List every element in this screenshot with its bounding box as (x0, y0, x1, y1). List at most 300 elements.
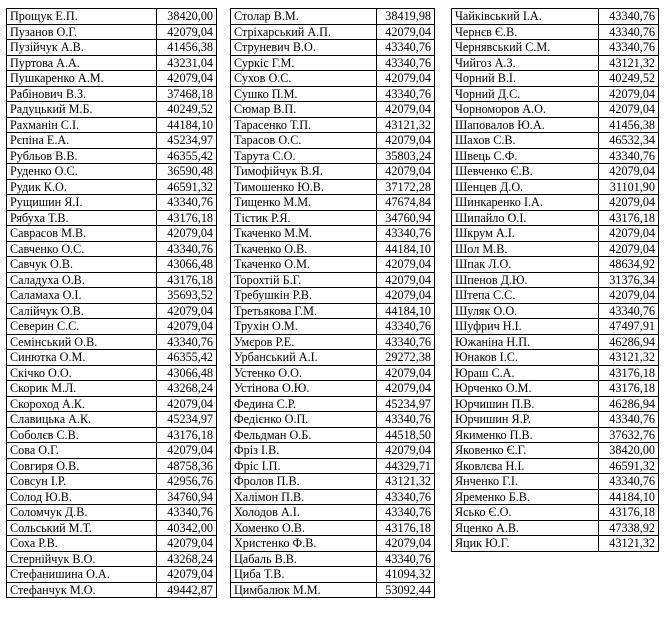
amount-cell: 43340,76 (377, 86, 435, 102)
table-body (452, 9, 659, 552)
amount-cell: 43176,18 (157, 427, 217, 443)
table-row (231, 257, 435, 273)
table-row (452, 350, 659, 366)
amount-cell: 48634,92 (599, 257, 659, 273)
amount-cell: 42079,04 (377, 365, 435, 381)
person-name-cell: Саладуха О.В. (7, 272, 157, 288)
table-row (7, 24, 217, 40)
table-row (231, 24, 435, 40)
person-name-cell: Чернєв Є.В. (452, 24, 599, 40)
table-row (7, 489, 217, 505)
amount-cell: 43340,76 (599, 474, 659, 490)
person-name-cell: Рабінович В.З. (7, 86, 157, 102)
person-name-cell: Чайківський І.А. (452, 9, 599, 25)
amount-cell: 29272,38 (377, 350, 435, 366)
amount-cell: 38419,98 (377, 9, 435, 25)
amount-cell: 42079,04 (157, 567, 217, 583)
amount-cell: 38420,00 (599, 443, 659, 459)
person-name-cell: Солод Ю.В. (7, 489, 157, 505)
person-name-cell: Струневич В.О. (231, 40, 377, 56)
table-row (231, 55, 435, 71)
table-row (452, 365, 659, 381)
person-name-cell: Устінова О.Ю. (231, 381, 377, 397)
person-name-cell: Тарасенко Т.П. (231, 117, 377, 133)
table-row (7, 164, 217, 180)
table-row (231, 443, 435, 459)
amount-cell: 34760,94 (157, 489, 217, 505)
table-row (231, 9, 435, 25)
table-row (231, 117, 435, 133)
amount-cell: 43340,76 (377, 226, 435, 242)
person-name-cell: Юрчишин Я.Р. (452, 412, 599, 428)
table-row (7, 86, 217, 102)
person-name-cell: Урбанський А.І. (231, 350, 377, 366)
table-row (452, 55, 659, 71)
table-row (7, 396, 217, 412)
person-name-cell: Торохтій Б.Г. (231, 272, 377, 288)
amount-cell: 43340,76 (599, 412, 659, 428)
amount-cell: 43176,18 (599, 365, 659, 381)
person-name-cell: Цимбалюк М.М. (231, 582, 377, 598)
table-row (452, 117, 659, 133)
table-row (452, 412, 659, 428)
person-name-cell: Шевченко Є.В. (452, 164, 599, 180)
person-name-cell: Столар В.М. (231, 9, 377, 25)
person-name-cell: Стефанчук М.О. (7, 582, 157, 598)
table-row (231, 179, 435, 195)
salary-table-column-1 (6, 8, 217, 598)
person-name-cell: Юнаков І.С. (452, 350, 599, 366)
amount-cell: 44518,50 (377, 427, 435, 443)
person-name-cell: Штепа С.С. (452, 288, 599, 304)
person-name-cell: Ясько Є.О. (452, 505, 599, 521)
person-name-cell: Рудик К.О. (7, 179, 157, 195)
person-name-cell: Швець С.Ф. (452, 148, 599, 164)
amount-cell: 42079,04 (157, 396, 217, 412)
amount-cell: 43121,32 (599, 55, 659, 71)
person-name-cell: Чернявський С.М. (452, 40, 599, 56)
amount-cell: 41456,38 (157, 40, 217, 56)
person-name-cell: Сюмар В.П. (231, 102, 377, 118)
table-row (7, 288, 217, 304)
table-row (452, 210, 659, 226)
person-name-cell: Ткаченко О.М. (231, 257, 377, 273)
amount-cell: 42079,04 (599, 195, 659, 211)
table-row (231, 319, 435, 335)
table-row (7, 257, 217, 273)
person-name-cell: Совсун І.Р. (7, 474, 157, 490)
table-row (7, 241, 217, 257)
person-name-cell: Ткаченко О.В. (231, 241, 377, 257)
table-row (7, 102, 217, 118)
person-name-cell: Шпак Л.О. (452, 257, 599, 273)
amount-cell: 42079,04 (377, 288, 435, 304)
amount-cell: 40249,52 (599, 71, 659, 87)
table-row (7, 210, 217, 226)
person-name-cell: Совгиря О.В. (7, 458, 157, 474)
amount-cell: 43340,76 (599, 303, 659, 319)
table-row (7, 412, 217, 428)
person-name-cell: Федина С.Р. (231, 396, 377, 412)
person-name-cell: Тищенко М.М. (231, 195, 377, 211)
table-row (231, 71, 435, 87)
amount-cell: 42079,04 (157, 226, 217, 242)
person-name-cell: Саврасов М.В. (7, 226, 157, 242)
person-name-cell: Чорний В.І. (452, 71, 599, 87)
amount-cell: 44329,71 (377, 458, 435, 474)
person-name-cell: Шуляк О.О. (452, 303, 599, 319)
table-row (452, 257, 659, 273)
person-name-cell: Хоменко О.В. (231, 520, 377, 536)
person-name-cell: Христенко Ф.В. (231, 536, 377, 552)
person-name-cell: Суркіс Г.М. (231, 55, 377, 71)
table-row (231, 288, 435, 304)
table-row (7, 474, 217, 490)
amount-cell: 44184,10 (377, 303, 435, 319)
table-row (7, 117, 217, 133)
table-row (452, 443, 659, 459)
amount-cell: 42079,04 (377, 102, 435, 118)
amount-cell: 42079,04 (599, 288, 659, 304)
amount-cell: 43066,48 (157, 257, 217, 273)
table-row (231, 489, 435, 505)
table-row (7, 55, 217, 71)
person-name-cell: Стріхарський А.П. (231, 24, 377, 40)
amount-cell: 43340,76 (377, 334, 435, 350)
table-row (452, 86, 659, 102)
table-row (231, 412, 435, 428)
amount-cell: 43176,18 (157, 272, 217, 288)
table-row (7, 272, 217, 288)
table-row (452, 334, 659, 350)
person-name-cell: Третьякова Г.М. (231, 303, 377, 319)
table-row (231, 505, 435, 521)
table-row (7, 303, 217, 319)
person-name-cell: Сова О.Г. (7, 443, 157, 459)
amount-cell: 41094,32 (377, 567, 435, 583)
table-row (7, 567, 217, 583)
table-row (231, 365, 435, 381)
table-row (7, 9, 217, 25)
table-row (231, 350, 435, 366)
person-name-cell: Устенко О.О. (231, 365, 377, 381)
person-name-cell: Пузанов О.Г. (7, 24, 157, 40)
table-row (7, 458, 217, 474)
amount-cell: 43340,76 (157, 334, 217, 350)
table-row (231, 272, 435, 288)
table-row (231, 164, 435, 180)
table-row (231, 40, 435, 56)
table-row (452, 396, 659, 412)
person-name-cell: Савченко О.С. (7, 241, 157, 257)
person-name-cell: Соломчук Д.В. (7, 505, 157, 521)
person-name-cell: Тістик Р.Я. (231, 210, 377, 226)
table-row (231, 334, 435, 350)
amount-cell: 43340,76 (377, 505, 435, 521)
table-row (231, 474, 435, 490)
table-row (231, 303, 435, 319)
table-row (231, 551, 435, 567)
table-row (231, 427, 435, 443)
amount-cell: 42079,04 (377, 443, 435, 459)
table-row (231, 381, 435, 397)
amount-cell: 43268,24 (157, 381, 217, 397)
table-row (7, 381, 217, 397)
table-row (7, 133, 217, 149)
table-row (231, 567, 435, 583)
amount-cell: 49442,87 (157, 582, 217, 598)
table-body (7, 9, 217, 598)
amount-cell: 31376,34 (599, 272, 659, 288)
table-row (452, 24, 659, 40)
person-name-cell: Ткаченко М.М. (231, 226, 377, 242)
amount-cell: 42079,04 (599, 226, 659, 242)
amount-cell: 44184,10 (377, 241, 435, 257)
amount-cell: 43340,76 (377, 489, 435, 505)
amount-cell: 43340,76 (377, 551, 435, 567)
amount-cell: 45234,97 (157, 412, 217, 428)
amount-cell: 44184,10 (599, 489, 659, 505)
amount-cell: 43176,18 (599, 505, 659, 521)
amount-cell: 43340,76 (599, 24, 659, 40)
person-name-cell: Шол М.В. (452, 241, 599, 257)
table-row (7, 427, 217, 443)
amount-cell: 43340,76 (599, 148, 659, 164)
table-row (7, 520, 217, 536)
amount-cell: 43121,32 (377, 474, 435, 490)
table-row (7, 71, 217, 87)
amount-cell: 43121,32 (599, 350, 659, 366)
person-name-cell: Шенцев Д.О. (452, 179, 599, 195)
table-row (452, 303, 659, 319)
table-row (7, 350, 217, 366)
person-name-cell: Северин С.С. (7, 319, 157, 335)
table-row (452, 536, 659, 552)
table-row (7, 179, 217, 195)
person-name-cell: Радуцький М.Б. (7, 102, 157, 118)
amount-cell: 47497,91 (599, 319, 659, 335)
person-name-cell: Фріс І.П. (231, 458, 377, 474)
person-name-cell: Скічко О.О. (7, 365, 157, 381)
table-row (452, 164, 659, 180)
amount-cell: 43231,04 (157, 55, 217, 71)
person-name-cell: Тимофійчук В.Я. (231, 164, 377, 180)
amount-cell: 42079,04 (599, 241, 659, 257)
table-row (7, 40, 217, 56)
table-row (452, 272, 659, 288)
table-row (7, 226, 217, 242)
table-row (7, 582, 217, 598)
person-name-cell: Сушко П.М. (231, 86, 377, 102)
amount-cell: 43340,76 (377, 40, 435, 56)
amount-cell: 42079,04 (157, 319, 217, 335)
person-name-cell: Шаповалов Ю.А. (452, 117, 599, 133)
amount-cell: 40249,52 (157, 102, 217, 118)
person-name-cell: Шипайло О.І. (452, 210, 599, 226)
amount-cell: 46532,34 (599, 133, 659, 149)
person-name-cell: Яцик Ю.Г. (452, 536, 599, 552)
table-row (231, 210, 435, 226)
person-name-cell: Яковлєва Н.І. (452, 458, 599, 474)
person-name-cell: Шинкаренко І.А. (452, 195, 599, 211)
amount-cell: 43121,32 (599, 536, 659, 552)
amount-cell: 42079,04 (157, 303, 217, 319)
amount-cell: 41456,38 (599, 117, 659, 133)
person-name-cell: Соболєв С.В. (7, 427, 157, 443)
amount-cell: 43340,76 (599, 9, 659, 25)
table-row (452, 195, 659, 211)
table-row (452, 288, 659, 304)
person-name-cell: Федієнко О.П. (231, 412, 377, 428)
person-name-cell: Чийгоз А.З. (452, 55, 599, 71)
salary-table-column-2 (230, 8, 435, 598)
amount-cell: 44184,10 (157, 117, 217, 133)
amount-cell: 45234,97 (157, 133, 217, 149)
amount-cell: 46286,94 (599, 334, 659, 350)
person-name-cell: Рущишин Я.І. (7, 195, 157, 211)
amount-cell: 47674,84 (377, 195, 435, 211)
person-name-cell: Сухов О.С. (231, 71, 377, 87)
table-row (231, 148, 435, 164)
person-name-cell: Яценко А.В. (452, 520, 599, 536)
table-row (7, 148, 217, 164)
amount-cell: 47338,92 (599, 520, 659, 536)
person-name-cell: Славицька А.К. (7, 412, 157, 428)
amount-cell: 42079,04 (377, 164, 435, 180)
person-name-cell: Яковенко Є.Г. (452, 443, 599, 459)
amount-cell: 40342,00 (157, 520, 217, 536)
amount-cell: 53092,44 (377, 582, 435, 598)
person-name-cell: Тимошенко Ю.В. (231, 179, 377, 195)
table-row (231, 520, 435, 536)
salary-table-column-3 (451, 8, 659, 552)
amount-cell: 42079,04 (157, 536, 217, 552)
person-name-cell: Шпенов Д.Ю. (452, 272, 599, 288)
table-row (7, 505, 217, 521)
person-name-cell: Рубльов В.В. (7, 148, 157, 164)
amount-cell: 43340,76 (377, 319, 435, 335)
table-row (7, 536, 217, 552)
table-row (7, 551, 217, 567)
amount-cell: 48758,36 (157, 458, 217, 474)
person-name-cell: Якименко П.В. (452, 427, 599, 443)
amount-cell: 42079,04 (377, 257, 435, 273)
amount-cell: 42079,04 (157, 443, 217, 459)
amount-cell: 42956,76 (157, 474, 217, 490)
table-row (231, 396, 435, 412)
table-row (231, 458, 435, 474)
amount-cell: 46355,42 (157, 350, 217, 366)
person-name-cell: Рєпіна Е.А. (7, 133, 157, 149)
amount-cell: 42079,04 (599, 102, 659, 118)
person-name-cell: Шуфрич Н.І. (452, 319, 599, 335)
person-name-cell: Сольський М.Т. (7, 520, 157, 536)
person-name-cell: Янченко Г.І. (452, 474, 599, 490)
table-row (231, 582, 435, 598)
amount-cell: 43340,76 (157, 241, 217, 257)
amount-cell: 37172,28 (377, 179, 435, 195)
amount-cell: 42079,04 (377, 71, 435, 87)
person-name-cell: Трухін О.М. (231, 319, 377, 335)
person-name-cell: Холодов А.І. (231, 505, 377, 521)
amount-cell: 46591,32 (157, 179, 217, 195)
person-name-cell: Саламаха О.І. (7, 288, 157, 304)
person-name-cell: Скороход А.К. (7, 396, 157, 412)
amount-cell: 34760,94 (377, 210, 435, 226)
person-name-cell: Стефанишина О.А. (7, 567, 157, 583)
person-name-cell: Фріз І.В. (231, 443, 377, 459)
person-name-cell: Чорний Д.С. (452, 86, 599, 102)
amount-cell: 43176,18 (599, 381, 659, 397)
person-name-cell: Салійчук О.В. (7, 303, 157, 319)
table-row (452, 71, 659, 87)
table-row (7, 443, 217, 459)
table-row (231, 536, 435, 552)
table-row (452, 474, 659, 490)
amount-cell: 43340,76 (377, 55, 435, 71)
person-name-cell: Пушкаренко А.М. (7, 71, 157, 87)
amount-cell: 42079,04 (157, 71, 217, 87)
person-name-cell: Прощук Е.П. (7, 9, 157, 25)
table-row (452, 520, 659, 536)
person-name-cell: Тарута С.О. (231, 148, 377, 164)
table-row (452, 489, 659, 505)
amount-cell: 43340,76 (157, 505, 217, 521)
amount-cell: 43340,76 (599, 40, 659, 56)
person-name-cell: Руденко О.С. (7, 164, 157, 180)
table-row (231, 195, 435, 211)
amount-cell: 42079,04 (599, 164, 659, 180)
table-row (7, 334, 217, 350)
table-row (452, 9, 659, 25)
person-name-cell: Тарасов О.С. (231, 133, 377, 149)
person-name-cell: Цабаль В.В. (231, 551, 377, 567)
amount-cell: 46591,32 (599, 458, 659, 474)
person-name-cell: Юрчишин П.В. (452, 396, 599, 412)
table-row (231, 86, 435, 102)
amount-cell: 43340,76 (157, 195, 217, 211)
person-name-cell: Скорик М.Л. (7, 381, 157, 397)
person-name-cell: Фролов П.В. (231, 474, 377, 490)
amount-cell: 42079,04 (157, 24, 217, 40)
person-name-cell: Стернійчук В.О. (7, 551, 157, 567)
person-name-cell: Семінський О.В. (7, 334, 157, 350)
person-name-cell: Синютка О.М. (7, 350, 157, 366)
table-row (452, 427, 659, 443)
table-row (231, 102, 435, 118)
person-name-cell: Южаніна Н.П. (452, 334, 599, 350)
table-row (452, 102, 659, 118)
person-name-cell: Рахманін С.І. (7, 117, 157, 133)
table-row (231, 241, 435, 257)
amount-cell: 45234,97 (377, 396, 435, 412)
amount-cell: 43176,18 (599, 210, 659, 226)
amount-cell: 31101,90 (599, 179, 659, 195)
amount-cell: 43176,18 (377, 520, 435, 536)
amount-cell: 43066,48 (157, 365, 217, 381)
table-row (452, 381, 659, 397)
person-name-cell: Юрченко О.М. (452, 381, 599, 397)
amount-cell: 43268,24 (157, 551, 217, 567)
amount-cell: 46355,42 (157, 148, 217, 164)
table-row (452, 40, 659, 56)
person-name-cell: Савчук О.В. (7, 257, 157, 273)
person-name-cell: Соха Р.В. (7, 536, 157, 552)
table-row (7, 195, 217, 211)
table-row (452, 133, 659, 149)
amount-cell: 42079,04 (377, 536, 435, 552)
table-row (452, 226, 659, 242)
